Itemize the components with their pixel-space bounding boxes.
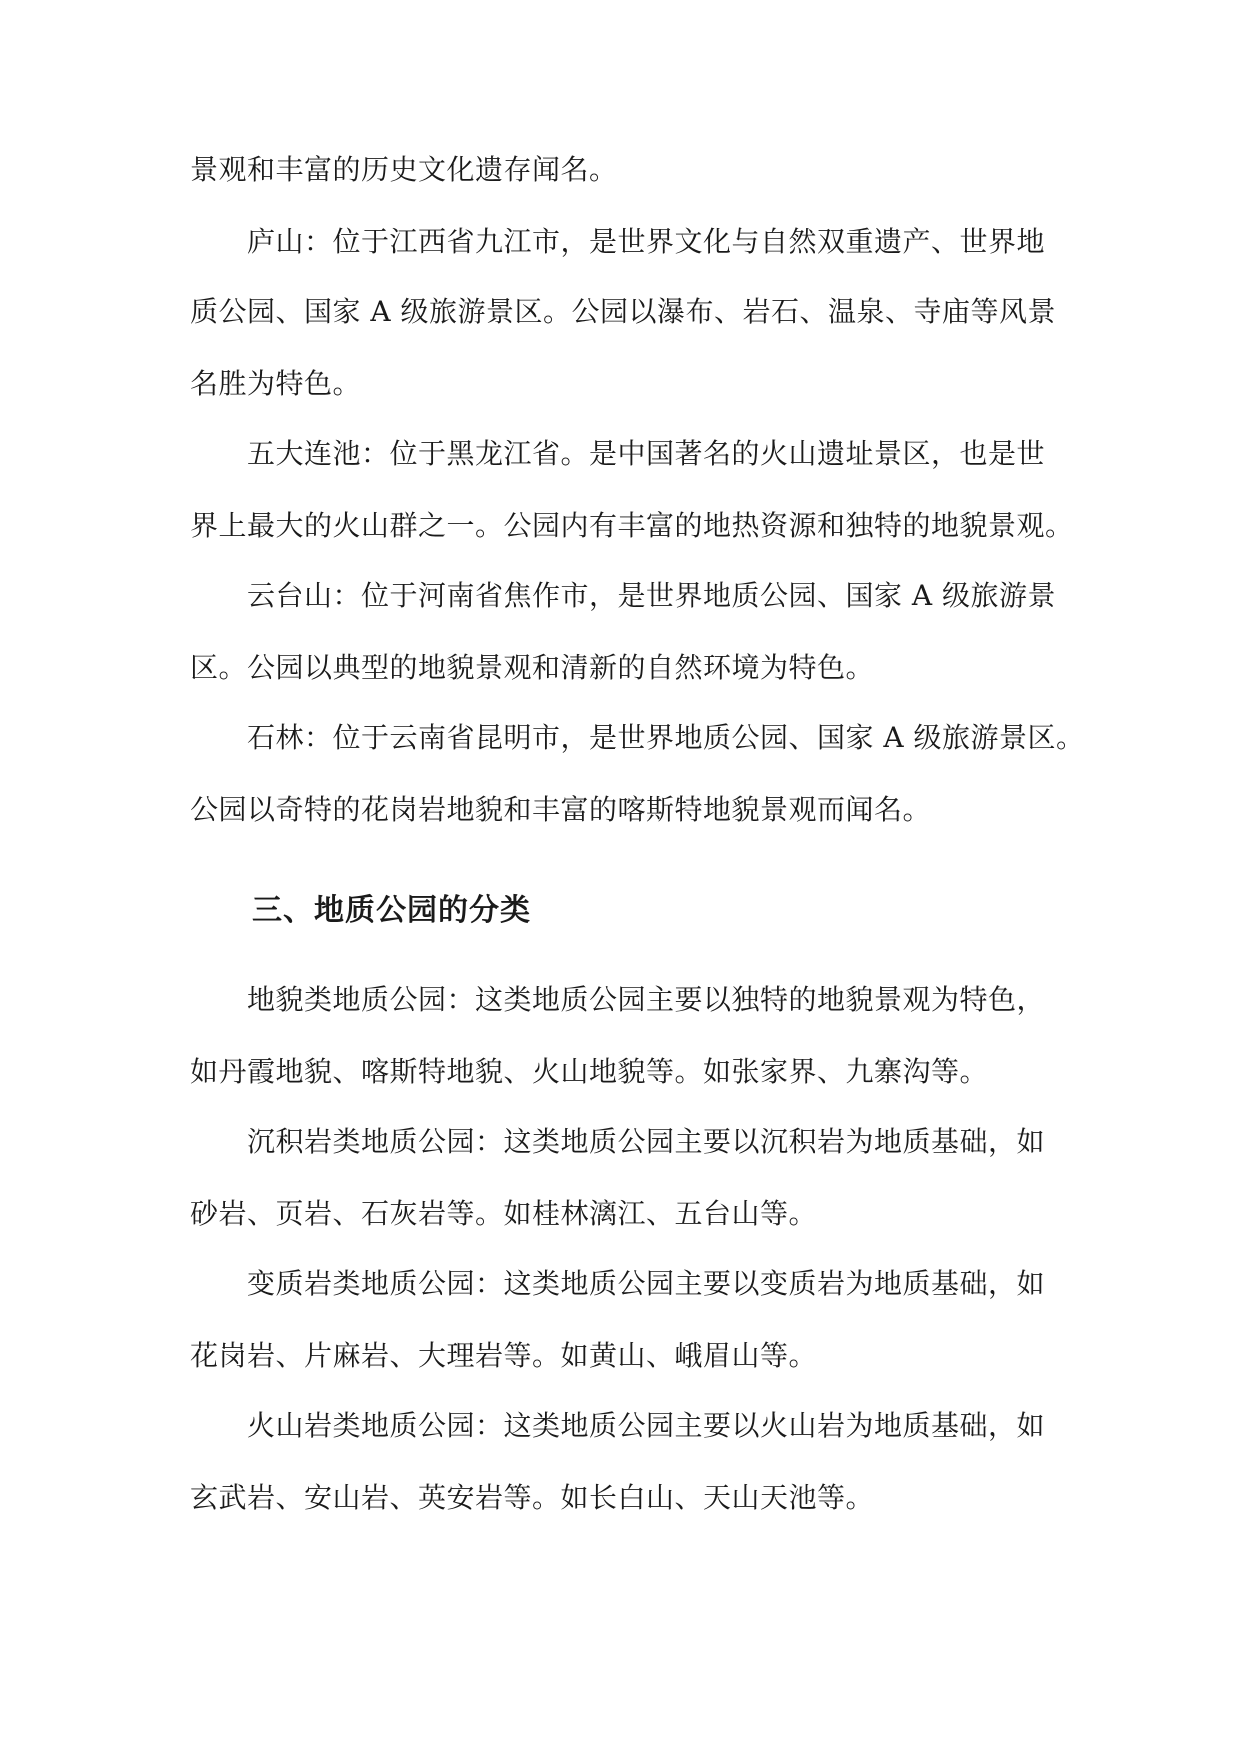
paragraph-line: 质公园、国家 A 级旅游景区。公园以瀑布、岩石、温泉、寺庙等风景: [190, 295, 1057, 328]
paragraph-line: 石林：位于云南省昆明市，是世界地质公园、国家 A 级旅游景区。: [247, 721, 1085, 754]
paragraph-line: 界上最大的火山群之一。公园内有丰富的地热资源和独特的地貌景观。: [190, 509, 1074, 542]
paragraph-line: 名胜为特色。: [190, 367, 362, 400]
paragraph-line: 火山岩类地质公园：这类地质公园主要以火山岩为地质基础，如: [247, 1409, 1046, 1442]
paragraph-line: 五大连池：位于黑龙江省。是中国著名的火山遗址景区，也是世: [247, 437, 1046, 470]
paragraph-line: 云台山：位于河南省焦作市，是世界地质公园、国家 A 级旅游景: [247, 579, 1057, 612]
paragraph-line: 地貌类地质公园：这类地质公园主要以独特的地貌景观为特色，: [247, 983, 1046, 1016]
paragraph-line: 景观和丰富的历史文化遗存闻名。: [190, 153, 618, 186]
paragraph-line: 花岗岩、片麻岩、大理岩等。如黄山、峨眉山等。: [190, 1339, 818, 1372]
paragraph-line: 区。公园以典型的地貌景观和清新的自然环境为特色。: [190, 651, 875, 684]
section-heading: 三、地质公园的分类: [252, 893, 531, 928]
paragraph-line: 沉积岩类地质公园：这类地质公园主要以沉积岩为地质基础，如: [247, 1125, 1046, 1158]
paragraph-line: 如丹霞地貌、喀斯特地貌、火山地貌等。如张家界、九寨沟等。: [190, 1055, 989, 1088]
paragraph-line: 玄武岩、安山岩、英安岩等。如长白山、天山天池等。: [190, 1481, 875, 1514]
paragraph-line: 砂岩、页岩、石灰岩等。如桂林漓江、五台山等。: [190, 1197, 818, 1230]
paragraph-line: 庐山：位于江西省九江市，是世界文化与自然双重遗产、世界地: [247, 225, 1046, 258]
paragraph-line: 变质岩类地质公园：这类地质公园主要以变质岩为地质基础，如: [247, 1267, 1046, 1300]
paragraph-line: 公园以奇特的花岗岩地貌和丰富的喀斯特地貌景观而闻名。: [190, 793, 932, 826]
